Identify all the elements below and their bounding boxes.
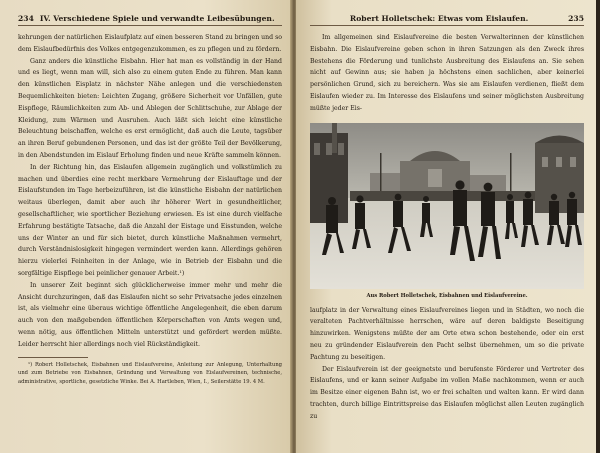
right-running-head [310, 14, 584, 26]
skating-photograph [310, 123, 584, 289]
left-page [0, 0, 292, 453]
left-head-title: IV. Verschiedene Spiele und verwandte Leibesübungen. [39, 14, 275, 23]
right-page-number: 235 [568, 14, 584, 23]
left-paragraph-2: Ganz anders die künstliche Eisbahn. Hier hat man es vollständig in der Hand und es liegt, wenn man will, sich also zu einem guten Ende zu führen. Man kann den künstlichen Eisplatz in nächster Nähe anlegen und die verschiedensten Bequemlichkeiten bieten: Leichten Zugang, größere Sicherheit vor Unfällen, gute Eispflege, Räumlichkeiten zum Ab- und Ablegen der Schlittschuhe, zur Ablage der Kleidung, zum Wärmen und Ausruhen. Auch läßt sich leicht eine künstliche Beleuchtung beischaffen, welche es erst ermöglicht, daß auch die Leute, tagsüber an ihren Beruf gebundenen Personen, und das ist der größte Teil der Bevölkerung, in den Abendstunden im Eislauf Erholung finden und neue Kräfte sammeln können. [18, 57, 282, 159]
footnote: ¹) Robert Holletschek, Eisbahnen und Eislaufvereine, Anleitung zur Anlegung, Unterhaltung und zum Betriebe von Eisbahnen, Gründung und Verwaltung von Eislaufvereinen, technische, administrative, sportliche, gesetzliche Winke. Bei A. Hartleben, Wien, I., Seilerstätte 19. 4 M. [18, 361, 282, 385]
right-head-title: Robert Holletschek: Etwas vom Eislaufen. [349, 14, 529, 23]
left-paragraph-3: In der Richtung hin, das Eislaufen allgemein zugänglich und volkstümlich zu machen und überdies eine recht merkbare Vermehrung der Eislauftage und der Eislaufstunden im Tage herbeizuführen, ist die künstliche Eisbahn der natürlichen weitaus überlegen, damit aber auch ihr höherer Wert in gesundheitlicher, gesellschaftlicher, wie sportlicher Beziehung erwiesen. Es ist eine durch vielfache Erfahrung bestätigte Tatsache, daß die Anzahl der Eistage und Eisstunden, welche uns der Winter an und für sich bietet, durch künstliche Maßnahmen vermehrt, durch Verständnislosigkeit hingegen vermindert werden kann. Allerdings gehören hierzu vielerlei Feinheiten in der Anlage, wie in Betrieb der Eisbahn und die sorgfältige Eispflege bei peinlicher genauer Arbeit.¹) [18, 163, 282, 277]
left-paragraph-4: In unserer Zeit beginnt sich glücklicherweise immer mehr und mehr die Ansicht durchzuringen, daß das Eislaufen nicht so sehr Privatsache jedes einzelnen ist, als vielmehr eine überaus wichtige öffentliche Angelegenheit, die eben darum auch von den maßgebenden öffentlichen Körperschaften von Amts wegen und, wenn nötig, aus öffentlichen Mitteln unterstützt und gefördert werden müßte. Leider herrscht hier allerdings noch viel Rückständigkeit. [18, 281, 282, 348]
left-paragraph-1: kehrungen der natürlichen Eislaufplatz auf einen besseren Stand zu bringen und so dem Eislaufbedürfnis des Volkes entgegenzukommen, es zu pflegen und zu fördern. [18, 34, 282, 53]
left-page-number: 234 [18, 14, 34, 23]
right-paragraph-1: Im allgemeinen sind Eislaufvereine die besten Verwalterinnen der künstlichen Eisbahn. Die Eislaufvereine geben schon in ihren Satzungen als den Zweck ihres Bestehens die Förderung und tunlichste Ausbreitung des Eislaufens an. Sie sehen nicht auf Gewinn aus; sie haben ja höchstens einen sachlichen, aber keinerlei persönlichen Grund, sich zu bereichern. Was sie am Eislaufen verdienen, fließt dem Eislaufen wieder zu. Im Interesse des Eislaufens und seiner möglichsten Ausbreitung müßte jeder Eis- [310, 34, 584, 112]
right-page [296, 0, 596, 453]
book-edge [596, 0, 600, 453]
left-running-head [18, 14, 282, 26]
right-paragraph-3: Der Eislaufverein ist der geeignetste und berufenste Förderer und Vertreter des Eislaufens, und er kann seiner Aufgabe im vollen Maße nachkommen, wenn er auch im Besitze einer eigenen Bahn ist, wo er frei schalten und walten kann. Er wird dann trachten, durch billige Eintrittspreise das Eislaufen möglichst allen Leuten zugänglich zu [310, 365, 584, 420]
right-paragraph-2: laufplatz in der Verwaltung eines Eislaufvereines liegen und in Städten, wo noch die veralteten Pachtverhältnisse herrschen, wäre auf deren baldigste Beseitigung hinzuwirken. Wenigstens müßte der am Orte etwa schon bestehende, oder ein erst neu zu gründender Eislaufverein den Pacht selbst übernehmen, um so die private Pachtung zu beseitigen. [310, 306, 584, 361]
photo-caption: Aus Robert Holletschek, Eisbahnen und Eislaufvereine. [366, 292, 528, 299]
footnote-separator [18, 357, 88, 358]
